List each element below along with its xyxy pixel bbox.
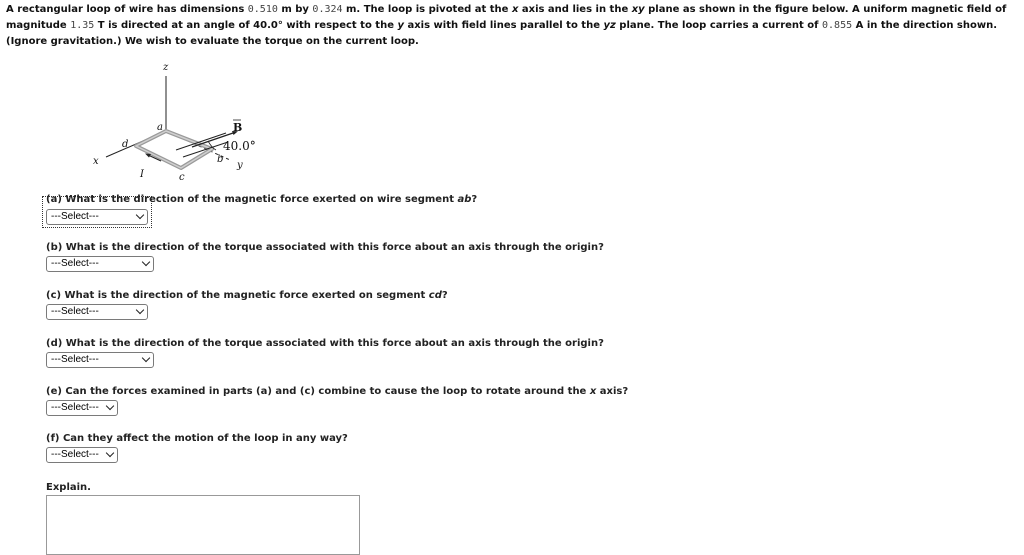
field-value: 1.35 xyxy=(70,20,95,31)
chevron-down-icon xyxy=(136,306,144,314)
question-f: (f) Can they affect the motion of the loop in any way? xyxy=(46,433,348,444)
select-c[interactable]: ---Select--- xyxy=(46,304,148,320)
chevron-down-icon xyxy=(136,211,144,219)
loop-figure xyxy=(88,58,268,184)
current-value: 0.855 xyxy=(822,20,853,31)
select-d[interactable]: ---Select--- xyxy=(46,352,154,368)
question-d: (d) What is the direction of the torque associated with this force about an axis through the origin? xyxy=(46,338,604,349)
z-label: z xyxy=(163,62,169,73)
question-c: (c) What is the direction of the magnetic force exerted on segment cd? xyxy=(46,290,448,301)
chevron-down-icon xyxy=(106,402,114,410)
corner-d-label: d xyxy=(122,139,129,150)
question-a: (a) What is the direction of the magnetic force exerted on wire segment ab? xyxy=(46,194,478,205)
question-e: (e) Can the forces examined in parts (a) and (c) combine to cause the loop to rotate around the x axis? xyxy=(46,386,629,397)
y-label: y xyxy=(237,160,243,171)
x-label: x xyxy=(93,156,99,167)
length-value-1: 0.510 xyxy=(247,4,278,15)
select-f[interactable]: ---Select--- xyxy=(46,447,118,463)
chevron-down-icon xyxy=(106,449,114,457)
chevron-down-icon xyxy=(142,258,150,266)
problem-statement: A rectangular loop of wire has dimensions 0.510 m by 0.324 m. The loop is pivoted at the x axis and lies in the xy plane as shown in the figure below. A uniform magnetic field of magnitude 1.35 T is directed at an angle of 40.0° with respect to the y axis with field lines parallel to the yz plane. The loop carries a current of 0.855 A in the direction shown. (Ignore gravitation.) We wish to evaluate the torque on the current loop. xyxy=(6,4,1007,47)
corner-c-label: c xyxy=(179,172,185,183)
select-a[interactable]: ---Select--- xyxy=(46,209,148,225)
question-b: (b) What is the direction of the torque associated with this force about an axis through the origin? xyxy=(46,242,604,253)
corner-a-label: a xyxy=(157,122,163,133)
length-value-2: 0.324 xyxy=(312,4,343,15)
explain-textarea[interactable] xyxy=(46,495,360,555)
select-b[interactable]: ---Select--- xyxy=(46,256,154,272)
chevron-down-icon xyxy=(142,354,150,362)
current-loop xyxy=(136,131,212,168)
current-label: I xyxy=(140,169,144,180)
explain-label: Explain. xyxy=(46,482,91,493)
angle-label: 40.0° xyxy=(223,139,256,153)
select-e[interactable]: ---Select--- xyxy=(46,400,118,416)
field-label: B xyxy=(233,121,243,134)
corner-b-label: b xyxy=(217,154,224,165)
